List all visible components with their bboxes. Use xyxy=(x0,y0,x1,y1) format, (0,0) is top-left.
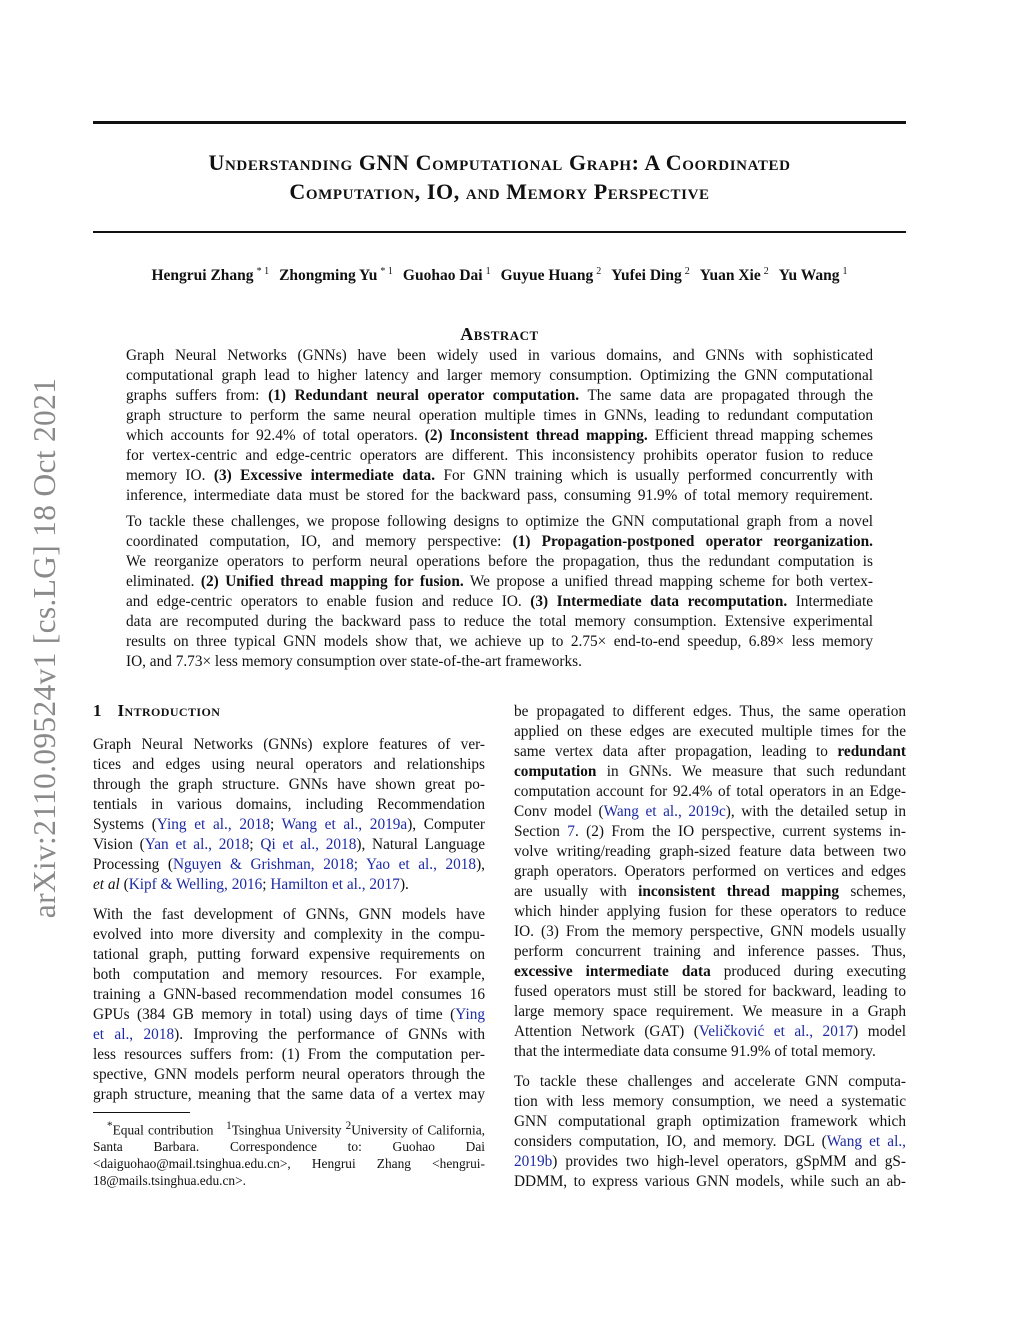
citation-link[interactable]: 2019b xyxy=(514,1153,553,1170)
text: ), Natural Language xyxy=(356,836,485,853)
abstract-paragraph-2 xyxy=(126,512,873,672)
text-line xyxy=(126,532,873,552)
paper-title-line-1: Understanding GNN Computational Graph: A Coordinated xyxy=(208,150,791,175)
text: considers computation, IO, and memory. DGL ( xyxy=(514,1133,827,1150)
text-line xyxy=(514,1072,906,1092)
text: same vertex data after propagation, leading to xyxy=(514,743,838,760)
text-line xyxy=(514,942,906,962)
text: graphs suffers from: xyxy=(126,387,269,404)
text: Section xyxy=(514,823,568,840)
author xyxy=(779,267,848,284)
author-name: Guyue Huang xyxy=(500,267,594,285)
text: The same data are propagated through the xyxy=(579,387,873,404)
text-line xyxy=(514,1092,906,1112)
text: graph operators. Operators performed on vertices and edges xyxy=(514,863,906,880)
text: ) provides two high-level operators, gSpMM and gS- xyxy=(552,1153,906,1170)
author xyxy=(151,267,269,284)
text: Conv model ( xyxy=(514,803,604,820)
bold-text: (3) Intermediate data recomputation. xyxy=(530,593,788,610)
footnote-correspondence: Correspondence to: Guohao Dai <daiguohao@mail.tsinghua.edu.cn>, Hengrui Zhang <hengrui-18@mails.tsinghua.edu.cn>. xyxy=(93,1139,485,1188)
text-line xyxy=(514,922,906,942)
text-line xyxy=(514,822,906,842)
text: Efficient thread mapping schemes xyxy=(647,427,874,444)
citation-link[interactable]: Wang et al., xyxy=(826,1133,906,1150)
text-line xyxy=(93,945,485,965)
text-line xyxy=(126,552,873,572)
text: spective, GNN models perform neural operators through the xyxy=(93,1066,485,1083)
text-line xyxy=(126,612,873,632)
text-line xyxy=(126,426,873,446)
text: less resources suffers from: (1) From the computation per- xyxy=(93,1046,485,1063)
text: Graph Neural Networks (GNNs) explore features of ver- xyxy=(93,736,485,753)
text: To tackle these challenges and accelerate GNN computa- xyxy=(514,1073,906,1090)
text: evolved into more diversity and complexity in the compu- xyxy=(93,926,485,943)
text: ( xyxy=(119,876,129,893)
bold-text: (1) Propagation-postponed operator reorganization. xyxy=(512,533,873,550)
author-affiliation-mark: 2 xyxy=(596,266,602,277)
text: training a GNN-based recommendation model consumes 16 xyxy=(93,986,485,1003)
arxiv-stamp: arXiv:2110.09524v1 [cs.LG] 18 Oct 2021 xyxy=(27,377,62,919)
text: perform concurrent training and inference passes. Thus, xyxy=(514,943,906,960)
text: Vision ( xyxy=(93,836,145,853)
text-line xyxy=(93,875,485,895)
intro-left-paragraph-2 xyxy=(93,905,485,1105)
text: Systems ( xyxy=(93,816,157,833)
text: For GNN training which is usually performed concurrently with xyxy=(435,467,873,484)
text: large memory space requirement. We measure in a Graph xyxy=(514,1003,906,1020)
text: be propagated to different edges. Thus, the same operation xyxy=(514,703,906,720)
text-line xyxy=(126,386,873,406)
text-line xyxy=(514,1172,906,1192)
text-line xyxy=(93,1065,485,1085)
text: results on three typical GNN models show that, we achieve up to 2.75× end-to-end speedup, 6.89× less memory xyxy=(126,633,873,650)
author-name: Yufei Ding xyxy=(611,267,682,285)
text: in GNNs. We measure that such redundant xyxy=(596,763,906,780)
citation-link[interactable]: Ying et al., 2018 xyxy=(156,816,270,833)
text-line xyxy=(93,1045,485,1065)
text: ), Computer xyxy=(407,816,485,833)
text: ), with the detailed setup in xyxy=(725,803,906,820)
citation-link[interactable]: Qi et al., 2018 xyxy=(260,836,357,853)
text-line xyxy=(126,406,873,426)
text-line xyxy=(126,466,873,486)
author xyxy=(700,267,769,284)
text: inference, intermediate data must be stored for the backward pass, consuming 91.9% of total memory requirement. xyxy=(126,487,873,504)
citation-link[interactable]: Wang et al., 2019a xyxy=(281,816,408,833)
text: . (2) From the IO perspective, current systems in- xyxy=(574,823,906,840)
text: graph structure, meaning that the same data of a vertex may xyxy=(93,1086,485,1103)
author-name: Guohao Dai xyxy=(402,267,483,285)
author-list xyxy=(93,266,906,285)
author xyxy=(501,267,602,284)
text-line xyxy=(93,985,485,1005)
text: both computation and memory resources. For example, xyxy=(93,966,485,983)
text: data are recomputed during the backward pass to reduce the total memory consumption. Extensive experimental xyxy=(126,613,873,630)
text: and edge-centric operators to enable fusion and reduce IO. xyxy=(126,593,531,610)
citation-link[interactable]: Veličković et al., 2017 xyxy=(698,1023,854,1040)
text-line xyxy=(93,925,485,945)
bold-text: excessive intermediate data xyxy=(514,963,711,980)
footnote-rule xyxy=(93,1112,190,1113)
text: ) model xyxy=(853,1023,906,1040)
text-line xyxy=(514,1042,906,1062)
intro-right-paragraph-2 xyxy=(514,1072,906,1192)
text-line xyxy=(514,702,906,722)
footnote xyxy=(93,1118,485,1189)
text-line xyxy=(126,652,873,672)
text: We propose a unified thread mapping scheme for both vertex- xyxy=(463,573,873,590)
text: that the intermediate data consume 91.9% of total memory. xyxy=(514,1043,876,1060)
text: eliminated. xyxy=(126,573,201,590)
footnote-sup-1: 1 xyxy=(226,1120,232,1132)
text: Graph Neural Networks (GNNs) have been widely used in various domains, and GNNs with sophisticated xyxy=(126,347,873,364)
text-line xyxy=(93,755,485,775)
text-line xyxy=(514,1132,906,1152)
text: We reorganize operators to perform neural operations before the propagation, thus the redundant computation is xyxy=(126,553,873,570)
text: Attention Network (GAT) ( xyxy=(514,1023,699,1040)
text: graph structure to perform the same neural operation multiple times in GNNs, leading to redundant computation xyxy=(126,407,873,424)
text-line xyxy=(93,1005,485,1025)
author-name: Yu Wang xyxy=(778,267,840,285)
author-name: Zhongming Yu xyxy=(279,267,378,285)
text: volve writing/reading graph-sized feature data between two xyxy=(514,843,906,860)
citation-link[interactable]: 7 xyxy=(567,823,575,840)
citation-link[interactable]: et al., 2018 xyxy=(93,1026,175,1043)
text-line xyxy=(514,1112,906,1132)
text: tational graph, putting forward expensive requirements on xyxy=(93,946,485,963)
text: To tackle these challenges, we propose following designs to optimize the GNN computational graph from a novel xyxy=(126,513,873,530)
top-rule xyxy=(93,121,906,124)
bold-text: inconsistent thread mapping xyxy=(638,883,839,900)
text: which accounts for 92.4% of total operators. xyxy=(126,427,425,444)
text: Processing ( xyxy=(93,856,173,873)
author-affiliation-mark: 1 xyxy=(485,266,491,277)
text-line xyxy=(514,762,906,782)
citation-link[interactable]: Kipf & Welling, 2016 xyxy=(128,876,263,893)
text: for vertex-centric and edge-centric operators are different. This inconsistency prohibits operator fusion to reduce xyxy=(126,447,873,464)
author xyxy=(611,267,689,284)
footnote-affiliation-1: Tsinghua University xyxy=(231,1122,342,1138)
text-line xyxy=(514,1022,906,1042)
text-line xyxy=(93,1085,485,1105)
text: coordinated computation, IO, and memory perspective: xyxy=(126,533,513,550)
text: ), xyxy=(476,856,485,873)
text-line xyxy=(93,855,485,875)
text: GPUs (384 GB memory in total) using days of time ( xyxy=(93,1006,456,1023)
text-line xyxy=(126,446,873,466)
text-line xyxy=(514,962,906,982)
text: ; xyxy=(262,876,271,893)
text-line xyxy=(514,802,906,822)
citation-link[interactable]: Hamilton et al., 2017 xyxy=(270,876,400,893)
intro-right-paragraph-1 xyxy=(514,702,906,1062)
text-line xyxy=(514,722,906,742)
text-line xyxy=(93,835,485,855)
citation-link[interactable]: Yan et al., 2018 xyxy=(144,836,250,853)
text-line xyxy=(126,346,873,366)
text: applied on these edges are executed multiple times for the xyxy=(514,723,906,740)
bold-text: computation xyxy=(514,763,597,780)
text: ; xyxy=(269,816,282,833)
author-affiliation-mark: * 1 xyxy=(256,266,270,277)
footnote-affiliation-2: University of California, Santa Barbara. xyxy=(93,1122,485,1155)
text: tentials in various domains, including Recommendation xyxy=(93,796,485,813)
text: are usually with xyxy=(514,883,639,900)
text-line xyxy=(126,572,873,592)
author-affiliation-mark: 2 xyxy=(684,266,690,277)
text: tion with less memory consumption, we need a systematic xyxy=(514,1093,906,1110)
section-number: 1 xyxy=(93,701,102,720)
text-line xyxy=(93,905,485,925)
author xyxy=(279,267,393,284)
text-line xyxy=(93,965,485,985)
text-line xyxy=(514,882,906,902)
text: Intermediate xyxy=(787,593,873,610)
text: ; xyxy=(249,836,261,853)
text: fused operators must still be stored for backward, leading to xyxy=(514,983,906,1000)
footnote-equal-contribution: Equal contribution xyxy=(112,1122,214,1138)
footnote-sup-2: 2 xyxy=(345,1120,352,1132)
text: IO, and 7.73× less memory consumption over state-of-the-art frameworks. xyxy=(126,653,582,670)
section-title: Introduction xyxy=(117,701,221,720)
citation-link[interactable]: Ying xyxy=(455,1006,485,1023)
bold-text: (3) Excessive intermediate data. xyxy=(213,467,436,484)
text-line xyxy=(514,782,906,802)
text: With the fast development of GNNs, GNN models have xyxy=(93,906,485,923)
text: computation account for 92.4% of total operators in an Edge- xyxy=(514,783,906,800)
intro-left-paragraph-1 xyxy=(93,735,485,895)
author-affiliation-mark: 1 xyxy=(842,266,848,277)
footnote-star: * xyxy=(107,1120,113,1132)
text-line xyxy=(93,815,485,835)
bold-text: (1) Redundant neural operator computation. xyxy=(268,387,580,404)
text-line xyxy=(514,1152,906,1172)
text: DDMM, to express various GNN models, while such an ab- xyxy=(514,1173,906,1190)
text: ). xyxy=(399,876,409,893)
abstract-heading: Abstract xyxy=(460,324,539,344)
text: which hinder applying fusion for these operators to reduce xyxy=(514,903,906,920)
author-affiliation-mark: * 1 xyxy=(380,266,393,277)
text-line xyxy=(126,486,873,506)
bold-text: redundant xyxy=(837,743,906,760)
text: GNN computational graph optimization framework which xyxy=(514,1113,906,1130)
text-line xyxy=(126,632,873,652)
author-name: Hengrui Zhang xyxy=(151,267,254,285)
text: schemes, xyxy=(839,883,906,900)
text-line xyxy=(514,862,906,882)
text-line xyxy=(514,842,906,862)
text: memory IO. xyxy=(126,467,214,484)
author-affiliation-mark: 2 xyxy=(763,266,769,277)
citation-link[interactable]: Wang et al., 2019c xyxy=(603,803,726,820)
bold-text: (2) Unified thread mapping for fusion. xyxy=(200,573,464,590)
text-line xyxy=(93,795,485,815)
text: computational graph lead to higher latency and larger memory consumption. Optimizing the GNN computational xyxy=(126,367,873,384)
section-heading-introduction xyxy=(93,701,220,721)
text: tices and edges using neural operators and relationships xyxy=(93,756,485,773)
author xyxy=(403,267,491,284)
paper-title-line-2: Computation, IO, and Memory Perspective xyxy=(289,179,710,204)
text-line xyxy=(126,366,873,386)
text-line xyxy=(93,735,485,755)
citation-link[interactable]: Nguyen & Grishman, 2018; Yao et al., 2018 xyxy=(172,856,477,873)
bold-text: (2) Inconsistent thread mapping. xyxy=(424,427,648,444)
text-line xyxy=(93,1025,485,1045)
text-line xyxy=(126,592,873,612)
text-line xyxy=(514,1002,906,1022)
text-line xyxy=(514,902,906,922)
text: IO. (3) From the memory perspective, GNN models usually xyxy=(514,923,906,940)
author-name: Yuan Xie xyxy=(699,267,761,285)
text: produced during executing xyxy=(710,963,906,980)
title-bottom-rule xyxy=(93,231,906,233)
text-line xyxy=(514,982,906,1002)
text-line xyxy=(126,512,873,532)
text: through the graph structure. GNNs have shown great po- xyxy=(93,776,485,793)
abstract-paragraph-1 xyxy=(126,346,873,506)
text-line xyxy=(93,775,485,795)
text: ). Improving the performance of GNNs with xyxy=(174,1026,485,1043)
italic-text: et al xyxy=(93,876,120,893)
text-line xyxy=(514,742,906,762)
